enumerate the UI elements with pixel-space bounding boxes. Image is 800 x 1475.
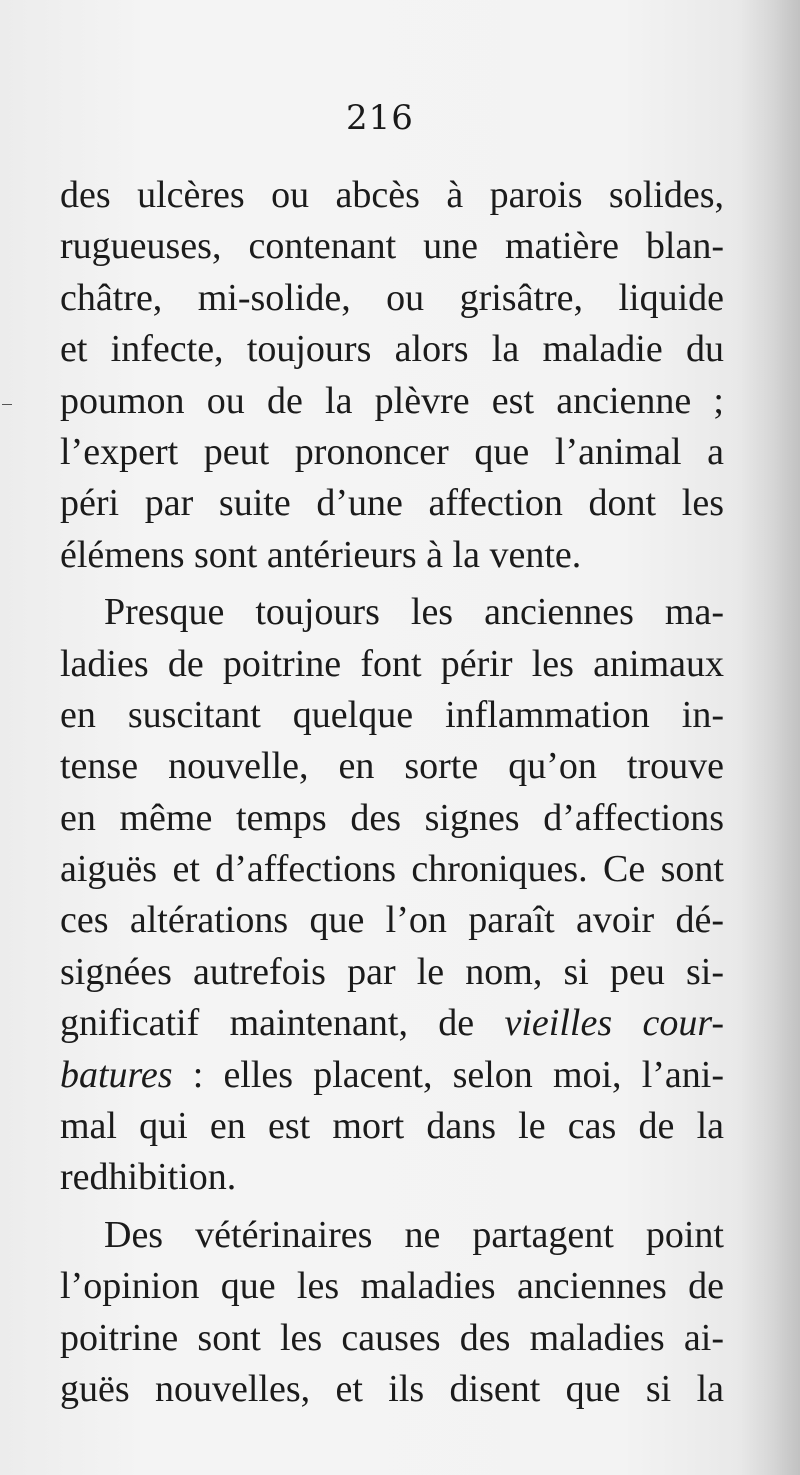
paragraph-2 xyxy=(60,587,724,1204)
text-line: et infecte, toujours alors la maladie du xyxy=(60,328,724,371)
text-run: : elles placent, selon moi, l’ani- xyxy=(172,1053,724,1096)
text-line: tense nouvelle, en sorte qu’on trouve xyxy=(60,745,724,788)
text-line: signées autrefois par le nom, si peu si- xyxy=(60,950,724,993)
text-line-with-italic xyxy=(60,1050,724,1101)
text-line: Presque toujours les anciennes ma- xyxy=(104,591,724,634)
paragraph-1 xyxy=(60,170,724,581)
italic-text-run: batures xyxy=(60,1053,173,1096)
body-text xyxy=(60,170,724,1415)
text-line: en suscitant quelque inflammation in- xyxy=(60,693,724,736)
paragraph-3 xyxy=(60,1210,724,1416)
page-number: 216 xyxy=(346,98,414,138)
text-line: aiguës et d’affections chroniques. Ce sont xyxy=(60,848,724,891)
text-line: Des vétérinaires ne partagent point xyxy=(104,1213,724,1256)
text-line: l’opinion que les maladies anciennes de xyxy=(60,1265,724,1308)
italic-text-run: vieilles cour- xyxy=(504,1002,725,1045)
text-line: châtre, mi-solide, ou grisâtre, liquide xyxy=(60,276,724,319)
page-edge-shadow xyxy=(740,0,800,1475)
text-line: ces altérations que l’on paraît avoir dé- xyxy=(60,899,724,942)
text-line: ladies de poitrine font périr les animaux xyxy=(60,642,724,685)
text-line: l’expert peut prononcer que l’animal a xyxy=(60,430,724,473)
text-line: péri par suite d’une affection dont les xyxy=(60,482,724,525)
text-line: des ulcères ou abcès à parois solides, xyxy=(60,174,724,216)
text-line: rugueuses, contenant une matière blan- xyxy=(60,225,724,268)
text-line: en même temps des signes d’affections xyxy=(60,796,724,839)
text-line: mal qui en est mort dans le cas de la xyxy=(60,1105,724,1148)
text-line: guës nouvelles, et ils disent que si la xyxy=(60,1367,724,1410)
text-run: gnificatif maintenant, de xyxy=(60,1002,505,1045)
text-line: élémens sont antérieurs à la vente. xyxy=(60,533,582,576)
text-line: redhibition. xyxy=(60,1156,237,1199)
text-line: poitrine sont les causes des maladies ai- xyxy=(60,1316,724,1359)
margin-mark xyxy=(2,404,12,405)
text-line: poumon ou de la plèvre est ancienne ; xyxy=(60,379,724,422)
text-line-with-italic xyxy=(60,998,724,1049)
